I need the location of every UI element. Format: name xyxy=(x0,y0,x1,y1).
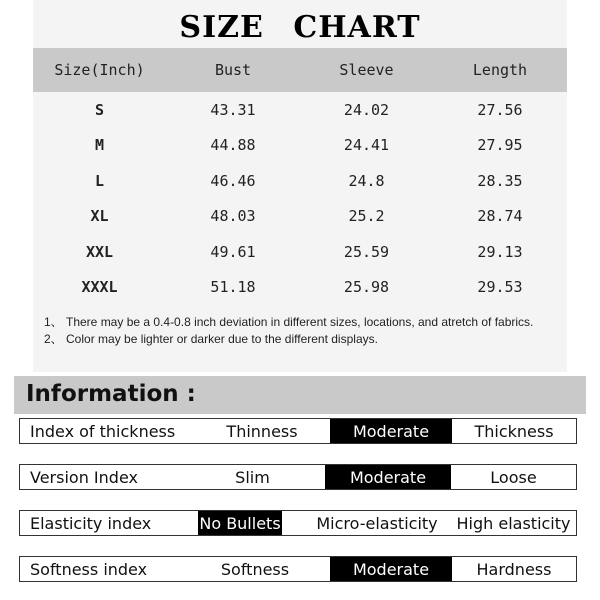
length-cell: 28.35 xyxy=(477,171,523,190)
sleeve-cell: 24.41 xyxy=(343,136,390,155)
info-option: Slim xyxy=(235,467,270,487)
table-row xyxy=(33,128,567,164)
info-row-version xyxy=(19,464,577,490)
table-row xyxy=(33,163,567,199)
info-option: High elasticity xyxy=(456,513,571,533)
size-cell: M xyxy=(94,136,105,155)
note-line: 1、 There may be a 0.4-0.8 inch deviation in different sizes, locations, and atretch of fabrics. xyxy=(44,315,534,329)
size-chart-title: SIZE CHART xyxy=(179,10,421,45)
info-row-thickness xyxy=(19,418,577,444)
info-option-selected: Moderate xyxy=(330,557,452,581)
info-option-selected: No Bullets xyxy=(198,511,282,535)
table-row xyxy=(33,270,567,306)
info-option: Thinness xyxy=(226,421,298,441)
size-cell: XXXL xyxy=(81,278,118,297)
size-cell: XL xyxy=(90,207,109,226)
sleeve-cell: 24.8 xyxy=(348,171,385,190)
bust-cell: 43.31 xyxy=(210,100,256,119)
table-row xyxy=(33,92,567,128)
info-option: Thickness xyxy=(474,421,554,441)
header-size: Size(Inch) xyxy=(54,61,145,79)
header-length: Length xyxy=(472,61,528,79)
bust-cell: 44.88 xyxy=(210,136,256,155)
info-option: Micro-elasticity xyxy=(316,513,438,533)
size-notes xyxy=(44,314,564,348)
size-cell: S xyxy=(94,100,105,119)
length-cell: 27.95 xyxy=(477,136,523,155)
info-option-selected: Moderate xyxy=(330,419,452,443)
bust-cell: 49.61 xyxy=(210,242,256,261)
length-cell: 29.13 xyxy=(477,242,523,261)
header-sleeve: Sleeve xyxy=(339,61,394,79)
bust-cell: 48.03 xyxy=(210,207,256,226)
info-label: Softness index xyxy=(30,559,148,579)
size-table-header xyxy=(33,48,567,92)
sleeve-cell: 25.98 xyxy=(343,278,390,297)
size-table xyxy=(33,48,567,305)
sleeve-cell: 25.2 xyxy=(348,207,385,226)
info-label: Elasticity index xyxy=(30,513,152,533)
info-row-elasticity xyxy=(19,510,577,536)
sleeve-cell: 24.02 xyxy=(343,100,390,119)
info-option: Loose xyxy=(490,467,537,487)
length-cell: 27.56 xyxy=(477,100,523,119)
information-title: Information : xyxy=(26,381,196,407)
size-cell: L xyxy=(94,171,105,190)
info-option: Hardness xyxy=(476,559,552,579)
bust-cell: 46.46 xyxy=(210,171,256,190)
info-label: Index of thickness xyxy=(30,421,176,441)
info-option-selected: Moderate xyxy=(325,465,451,489)
info-option: Softness xyxy=(220,559,290,579)
size-cell: XXL xyxy=(85,242,114,261)
bust-cell: 51.18 xyxy=(210,278,256,297)
info-row-softness xyxy=(19,556,577,582)
note-line: 2、 Color may be lighter or darker due to the different displays. xyxy=(44,332,378,346)
length-cell: 29.53 xyxy=(477,278,523,297)
length-cell: 28.74 xyxy=(477,207,523,226)
table-row xyxy=(33,234,567,270)
sleeve-cell: 25.59 xyxy=(343,242,390,261)
header-bust: Bust xyxy=(214,61,252,79)
info-label: Version Index xyxy=(30,467,138,487)
table-row xyxy=(33,199,567,235)
